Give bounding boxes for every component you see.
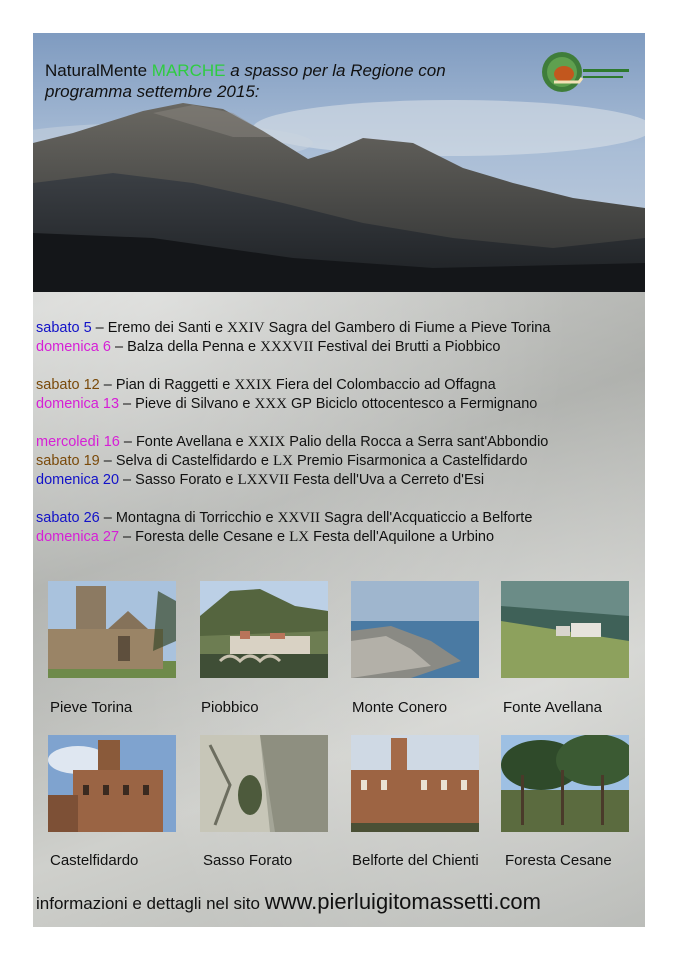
snail-logo-icon bbox=[539, 49, 631, 95]
photo-foresta-cesane bbox=[501, 735, 629, 832]
photo-caption: Sasso Forato bbox=[203, 852, 293, 869]
photo-piobbico bbox=[200, 581, 328, 678]
title-line2: programma settembre 2015: bbox=[45, 82, 260, 101]
footer-info bbox=[36, 889, 541, 915]
photo-caption: Belforte del Chienti bbox=[352, 852, 479, 869]
edition-number: LXXVII bbox=[237, 472, 290, 488]
event-schedule bbox=[36, 319, 645, 547]
event-name: Sagra dell'Acquaticcio a Belforte bbox=[320, 510, 533, 526]
photo-caption: Pieve Torina bbox=[50, 699, 133, 716]
schedule-row bbox=[36, 433, 645, 452]
photo-castelfidardo bbox=[48, 735, 176, 832]
title-rest: a spasso per la Regione con bbox=[225, 61, 446, 80]
edition-number: LX bbox=[289, 529, 310, 545]
edition-number: XXXVII bbox=[260, 339, 314, 355]
event-place: – Balza della Penna e bbox=[110, 339, 261, 355]
schedule-row bbox=[36, 452, 645, 471]
tourist-map-logo bbox=[539, 49, 631, 95]
schedule-row bbox=[36, 319, 645, 338]
event-name: Festival dei Brutti a Piobbico bbox=[313, 339, 501, 355]
event-name: Festa dell'Uva a Cerreto d'Esi bbox=[289, 472, 485, 488]
event-day: domenica 20 bbox=[36, 472, 120, 488]
event-name: Sagra del Gambero di Fiume a Pieve Torina bbox=[264, 320, 551, 336]
footer-text: informazioni e dettagli nel sito bbox=[36, 894, 265, 913]
event-place: – Fonte Avellana e bbox=[119, 434, 248, 450]
event-day: domenica 27 bbox=[36, 529, 120, 545]
event-place: – Selva di Castelfidardo e bbox=[99, 453, 273, 469]
photo-fonte-avellana bbox=[501, 581, 629, 678]
event-place: – Sasso Forato e bbox=[119, 472, 238, 488]
event-place: – Eremo dei Santi e bbox=[91, 320, 228, 336]
event-name: GP Biciclo ottocentesco a Fermignano bbox=[286, 396, 538, 412]
photo-caption: Monte Conero bbox=[352, 699, 448, 716]
event-day: sabato 26 bbox=[36, 510, 100, 526]
event-day: domenica 6 bbox=[36, 339, 111, 355]
website-link[interactable]: www.pierluigitomassetti.com bbox=[264, 889, 541, 914]
poster bbox=[33, 33, 645, 927]
schedule-row bbox=[36, 338, 645, 357]
brand-name: NaturalMente bbox=[45, 61, 148, 80]
photo-monte-conero bbox=[351, 581, 479, 678]
event-day: mercoledì 16 bbox=[36, 434, 120, 450]
event-place: – Pieve di Silvano e bbox=[119, 396, 255, 412]
edition-number: XXX bbox=[254, 396, 287, 412]
event-day: domenica 13 bbox=[36, 396, 120, 412]
schedule-row bbox=[36, 471, 645, 490]
photo-caption: Fonte Avellana bbox=[503, 699, 602, 716]
photo-caption: Piobbico bbox=[201, 699, 259, 716]
hero-banner bbox=[33, 33, 645, 292]
event-place: – Pian di Raggetti e bbox=[99, 377, 235, 393]
schedule-row bbox=[36, 528, 645, 547]
schedule-row bbox=[36, 376, 645, 395]
edition-number: XXIV bbox=[227, 320, 265, 336]
event-day: sabato 12 bbox=[36, 377, 100, 393]
schedule-row bbox=[36, 395, 645, 414]
edition-number: XXIX bbox=[234, 377, 272, 393]
edition-number: LX bbox=[273, 453, 293, 469]
photo-belforte-del-chienti bbox=[351, 735, 479, 832]
photo-pieve-torina bbox=[48, 581, 176, 678]
event-name: Premio Fisarmonica a Castelfidardo bbox=[293, 453, 528, 469]
event-place: – Foresta delle Cesane e bbox=[119, 529, 290, 545]
event-name: Fiera del Colombaccio ad Offagna bbox=[271, 377, 496, 393]
event-day: sabato 19 bbox=[36, 453, 100, 469]
edition-number: XXIX bbox=[247, 434, 286, 450]
event-day: sabato 5 bbox=[36, 320, 92, 336]
region-word: MARCHE bbox=[151, 61, 226, 80]
event-name: Palio della Rocca a Serra sant'Abbondio bbox=[285, 434, 549, 450]
photo-sasso-forato bbox=[200, 735, 328, 832]
poster-title bbox=[45, 60, 446, 102]
photo-caption: Castelfidardo bbox=[50, 852, 139, 869]
event-place: – Montagna di Torricchio e bbox=[99, 510, 278, 526]
edition-number: XXVII bbox=[277, 510, 321, 526]
schedule-row bbox=[36, 509, 645, 528]
photo-caption: Foresta Cesane bbox=[505, 852, 612, 869]
event-name: Festa dell'Aquilone a Urbino bbox=[309, 529, 495, 545]
